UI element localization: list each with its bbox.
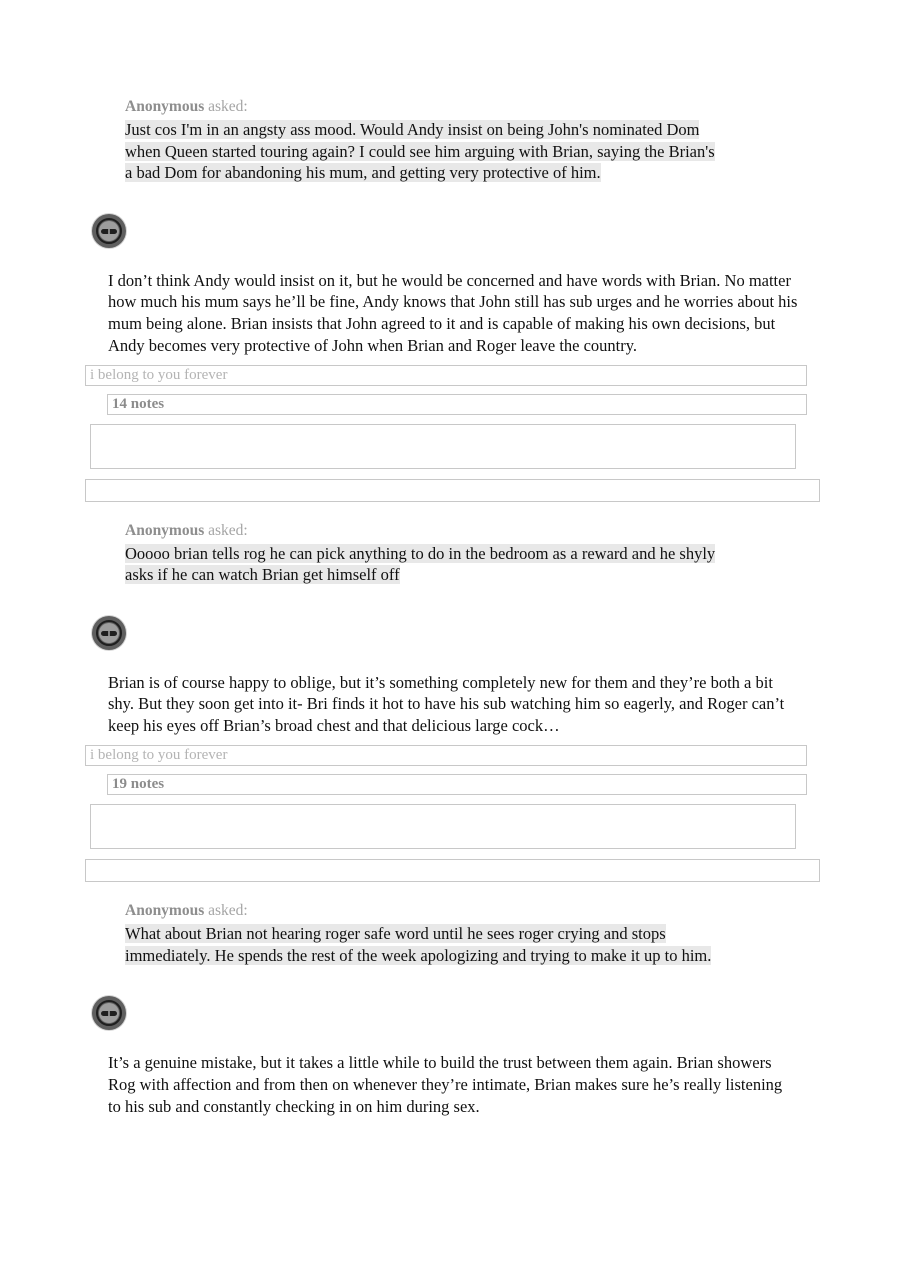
post-separator (0, 882, 905, 900)
tag-bar[interactable] (85, 365, 807, 386)
notes-bar[interactable] (107, 774, 807, 795)
asker-name[interactable]: Anonymous (125, 98, 205, 115)
post-1 (0, 96, 905, 502)
answer-text: It’s a genuine mistake, but it takes a little while to build the trust between them again. Brian showers Rog with affection and from then on whenever they’re intimate, Brian makes sure he’s really listening to his sub and constantly checking in on him during sex. (108, 1053, 783, 1116)
notes-count: 14 notes (112, 395, 165, 412)
post-footer-box (85, 859, 820, 882)
answer-text: Brian is of course happy to oblige, but it’s something completely new for them and they’re both a bit shy. But they soon get into it- Bri finds it hot to have his sub watching him so eagerly, and Roger can’t keep his eyes off Brian’s broad chest and that delicious large cock… (108, 672, 785, 736)
ask-block (125, 96, 725, 184)
asked-label: asked: (208, 521, 248, 539)
post-footer-box (85, 479, 820, 502)
asker-name[interactable]: Anonymous (125, 902, 205, 920)
post-2 (0, 520, 905, 882)
tag-label: i belong to you forever (90, 747, 228, 764)
sunglasses-face-avatar-icon[interactable] (92, 996, 126, 1030)
notes-bar[interactable] (107, 394, 807, 415)
sunglasses-face-avatar-icon[interactable] (92, 616, 126, 650)
asker-name[interactable]: Anonymous (125, 521, 205, 539)
avatar-row (92, 214, 905, 248)
reblog-placeholder-box (90, 804, 796, 849)
sunglasses-face-avatar-icon[interactable] (92, 214, 126, 248)
answer-text: I don’t think Andy would insist on it, but he would be concerned and have words with Brian. No matter how much his mum says he’ll be fine, Andy knows that John still has sub urges and he worries about his mum being alone. Brian insists that John agreed to it and is capable of making his own decisions, but Andy becomes very protective of John when Brian and Roger leave the country. (108, 270, 798, 355)
post-3 (0, 900, 905, 1117)
tag-bar[interactable] (85, 745, 807, 766)
tag-label: i belong to you forever (90, 366, 228, 383)
ask-block (125, 520, 725, 586)
avatar-row (92, 616, 905, 650)
avatar-row (92, 996, 905, 1030)
reblog-placeholder-box (90, 424, 796, 469)
ask-block (125, 900, 725, 966)
ask-header (125, 96, 725, 118)
asked-label: asked: (208, 902, 248, 920)
post-separator (0, 502, 905, 520)
ask-text: Just cos I'm in an angsty ass mood. Would Andy insist on being John's nominated Dom when Queen started touring again? I could see him arguing with Brian, saying the Brian's a bad Dom for abandoning his mum, and getting very protective of him. (125, 120, 715, 182)
notes-count: 19 notes (112, 776, 165, 793)
ask-text: Ooooo brian tells rog he can pick anything to do in the bedroom as a reward and he shyly asks if he can watch Brian get himself off (125, 543, 716, 585)
ask-header (125, 900, 725, 922)
ask-text: What about Brian not hearing roger safe word until he sees roger crying and stops immediately. He spends the rest of the week apologizing and trying to make it up to him. (125, 924, 712, 965)
ask-header (125, 520, 725, 542)
asked-label: asked: (208, 98, 248, 115)
